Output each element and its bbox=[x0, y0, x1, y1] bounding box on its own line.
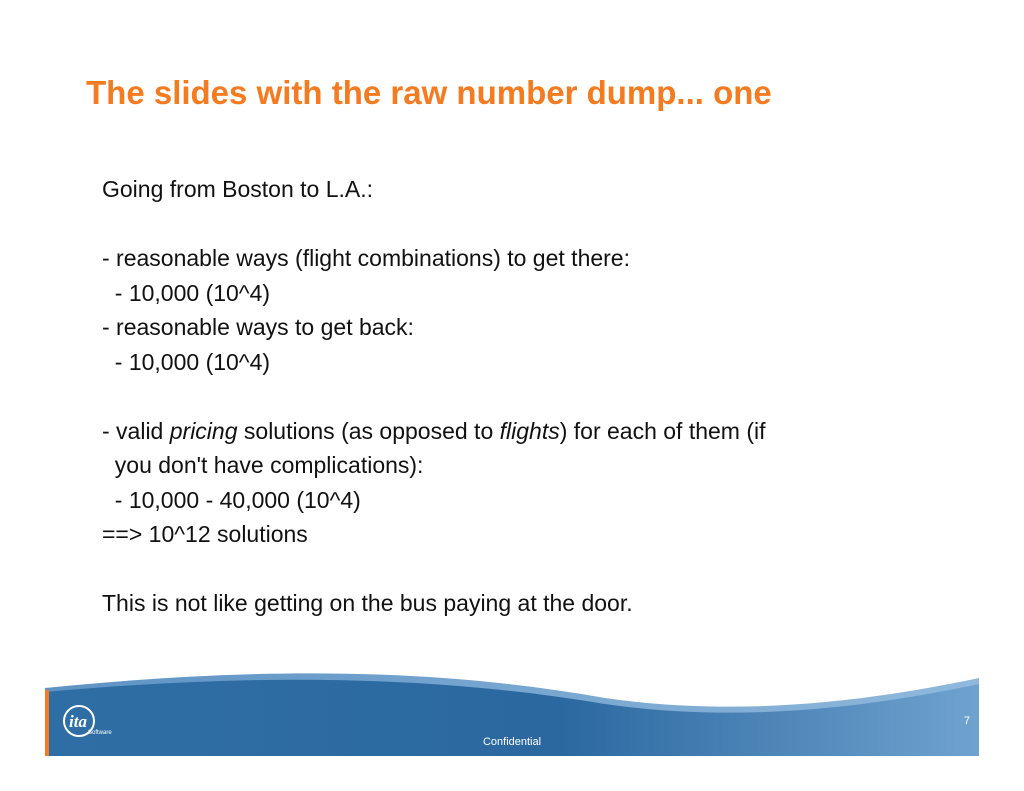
body-line: - 10,000 (10^4) bbox=[102, 348, 271, 375]
body-line: - reasonable ways to get back: bbox=[102, 314, 414, 340]
text-segment: ) for each of them (if bbox=[559, 417, 766, 444]
emphasis-pricing: pricing bbox=[169, 417, 238, 444]
text-segment: - valid bbox=[102, 417, 170, 444]
body-line: you don't have complications): bbox=[102, 452, 424, 478]
emphasis-flights: flights bbox=[499, 417, 560, 444]
logo-text: ita bbox=[69, 712, 87, 731]
slide-title: The slides with the raw number dump... one bbox=[86, 74, 772, 111]
confidential-label: Confidential bbox=[482, 736, 542, 748]
body-line: ==> 10^12 solutions bbox=[102, 521, 308, 547]
blank-line bbox=[102, 207, 982, 242]
logo-subtext: Software bbox=[88, 730, 112, 736]
slide-body bbox=[102, 172, 982, 621]
body-line: This is not like getting on the bus paying at the door. bbox=[102, 590, 633, 616]
body-line: Going from Boston to L.A.: bbox=[102, 176, 374, 202]
body-line: - reasonable ways (flight combinations) to get there: bbox=[102, 245, 630, 271]
body-line-mixed bbox=[102, 414, 982, 449]
blank-line bbox=[102, 379, 982, 414]
text-segment: solutions (as opposed to bbox=[237, 417, 500, 444]
page-number: 7 bbox=[963, 715, 970, 727]
body-line: - 10,000 (10^4) bbox=[102, 279, 271, 306]
blank-line bbox=[102, 552, 982, 587]
ita-software-logo bbox=[62, 701, 122, 741]
body-line: - 10,000 - 40,000 (10^4) bbox=[102, 486, 361, 513]
